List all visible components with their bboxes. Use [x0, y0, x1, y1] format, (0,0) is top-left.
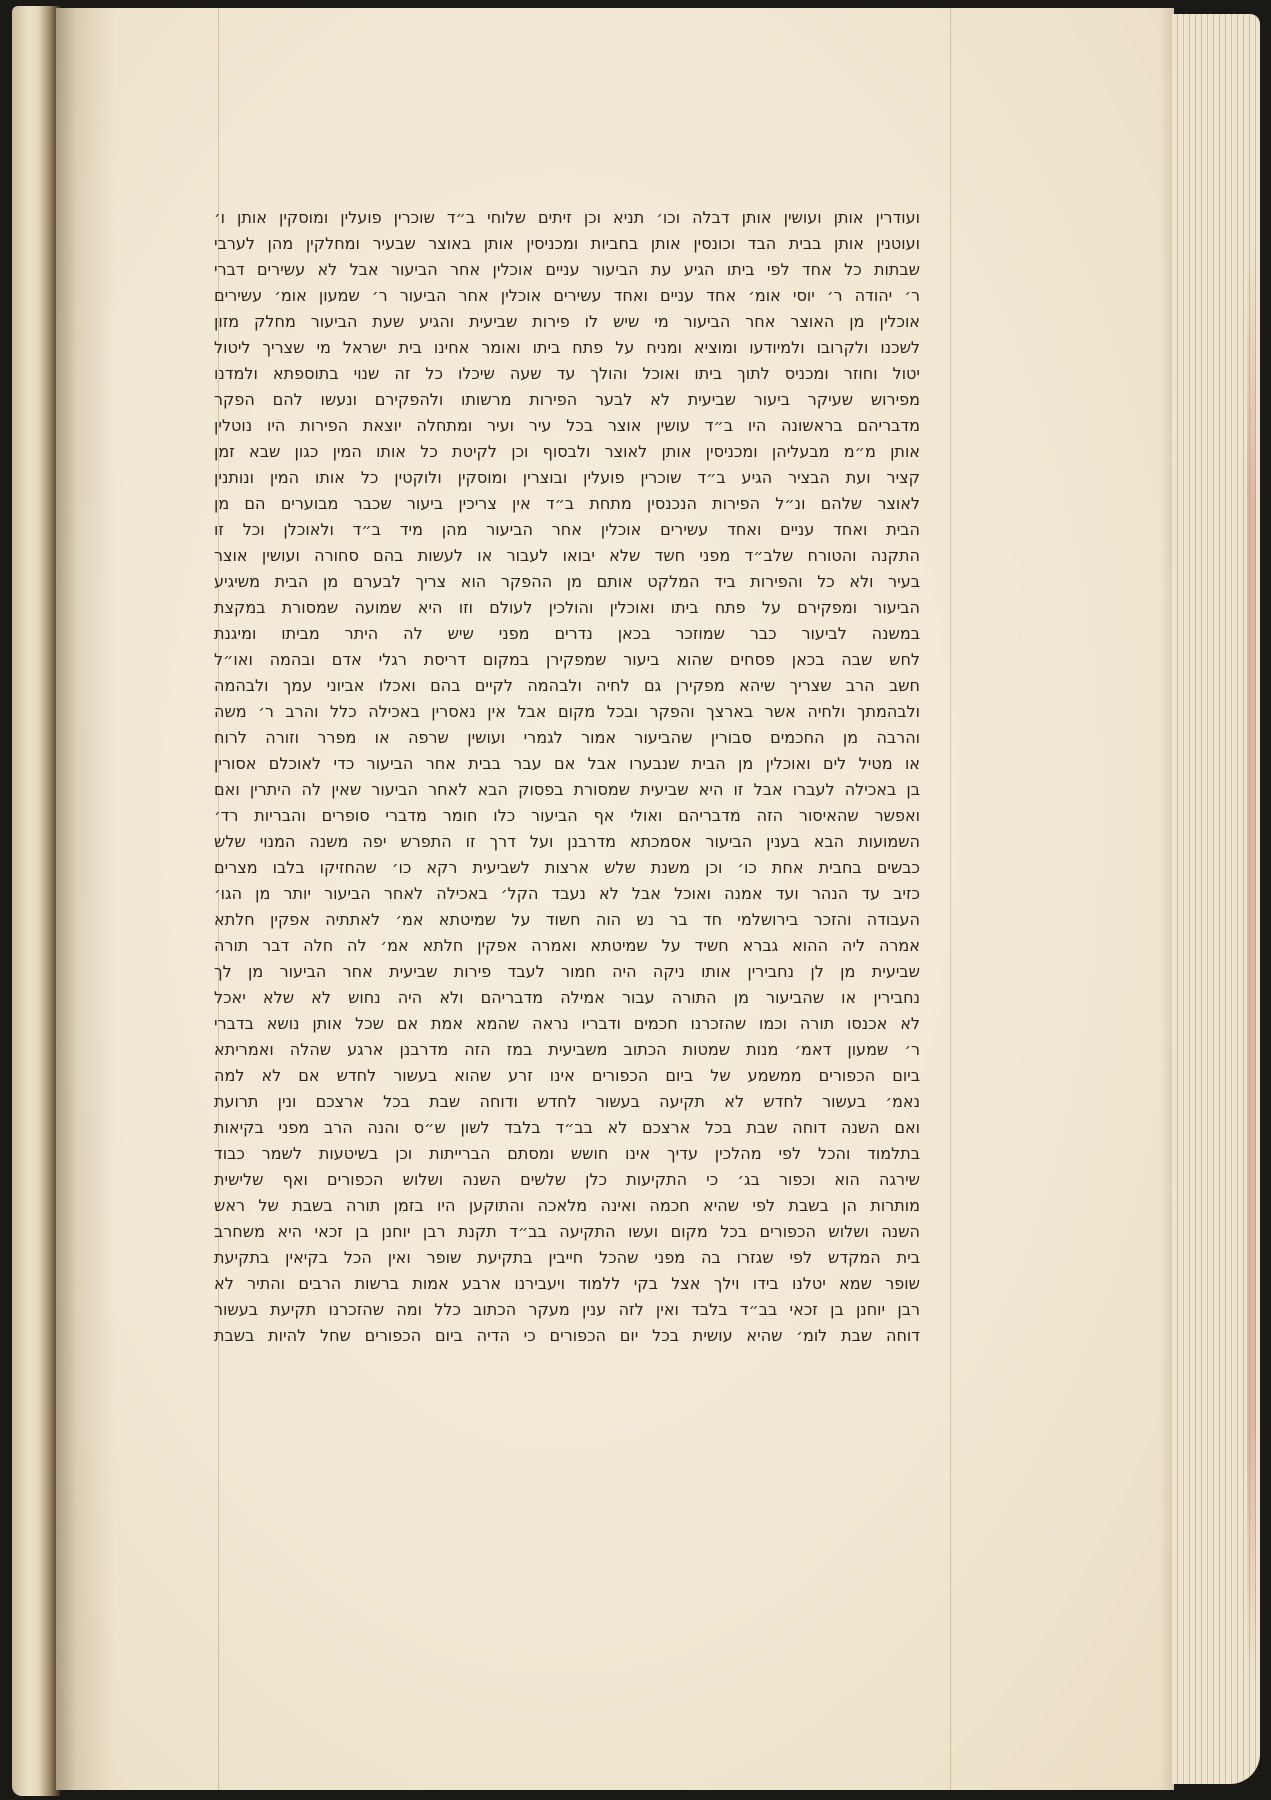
text-line: שירגה הוא וכפור בג׳ כי התקיעות כלן שלשים השנה ושלוש הכפורים ואף שלישית	[214, 1170, 920, 1189]
margin-rule-right	[950, 8, 951, 1790]
text-line: או מטיל לים ואוכלין מן הבית שנבערו אבל אם עבר בבית אחר הביעור כדי לאוכלם אסורין	[214, 754, 920, 773]
text-line: כבשים בחבית אחת כו׳ וכן משנת שלש ארצות לשביעית רקא כו׳ שהחזיקו בלבו מצרים	[214, 858, 920, 877]
text-line: אמרה ליה ההוא גברא חשיד על שמיטתא ואמרה אפקין חלתא אמ׳ לה חלה דבר תורה	[214, 936, 920, 955]
page-edge-stack	[1172, 14, 1260, 1784]
left-page-edge	[12, 6, 60, 1796]
text-line: ועודרין אותן ועושין אותן דבלה וכו׳ תניא וכן זיתים שלוחי ב״ד שוכרין פועלין ומוסקין אותן ו׳	[214, 208, 920, 227]
text-line: חשב הרב שצריך שיהא מפקירן גם לחיה ולבהמה לקיים בהם ואכלו אביוני עמך ולבהמה	[214, 676, 920, 695]
edge-tint	[1247, 244, 1256, 1684]
text-line: רבן יוחנן בן זכאי בב״ד בלבד ואין לזה ענין מעקר הכתוב כלל ומה שהזכרנו תקיעת בעשור	[214, 1300, 920, 1319]
text-block	[214, 205, 920, 1349]
text-line: מדבריהם בראשונה היו ב״ד עושין אוצר בכל עיר ועיר ומתחלה יוצאת הפירות היו נוטלין	[214, 416, 920, 435]
text-line: השמועות הבא בענין הביעור אסמכתא מדרבנן ועל דרך זו התפרש יפה משנה המנוי שלש	[214, 832, 920, 851]
text-line: והרבה מן החכמים סבורין שהביעור אמור לגמרי ועושין שרפה או מפרר וזורה לרוח	[214, 728, 920, 747]
text-line: בית המקדש לפי שגזרו בה מפני שהכל חייבין בתקיעת שופר ואין הכל בקיאין בתקיעת	[214, 1248, 920, 1267]
text-line: השנה ושלוש הכפורים בכל מקום ועשו התקיעה בב״ד תקנת רבן יוחנן בן זכאי היא משחרב	[214, 1222, 920, 1241]
text-line: נאמ׳ בעשור לחדש לא תקיעה בעשור לחדש ודוחה שבת בכל ארצכם ונין תרועת	[214, 1092, 920, 1111]
text-line: לא אכנסו תורה וכמו שהזכרנו חכמים ודבריו נראה שהמא אמת אם שכל אותן נושא בדברי	[214, 1014, 920, 1033]
text-line: לאוצר שלהם ונ״ל הפירות הנכנסין מתחת ב״ד אין צריכין ביעור שכבר מבוערים הם מן	[214, 494, 920, 513]
text-line: מותרות הן בשבת לפי שהיא חכמה ואינה מלאכה והתוקען היו בזמן תורה בשבת של ראש	[214, 1196, 920, 1215]
text-line: אותן מ״מ מבעליהן ומכניסין אותן לאוצר ולבסוף וכן לקיטת כל אותו המין כגון שבא זמן	[214, 442, 920, 461]
text-line: קציר ועת הבציר הגיע ב״ד שוכרין פועלין ובוצרין ומוסקין ולוקטין כל אותו המין ונותנין	[214, 468, 920, 487]
gutter-shadow	[56, 8, 116, 1790]
text-line: כזיב עד הנהר ועד אמנה ואוכל אבל לא נעבד הקל׳ באכילה לאחר הביעור יותר מן הגו׳	[214, 884, 920, 903]
text-line: ועוטנין אותן בבית הבד וכונסין אותן בחביות ומכניסין אותן באוצר שבעיר ומחלקין מהן לערבי	[214, 234, 920, 253]
text-line: ר׳ שמעון דאמ׳ מנות שמטות הכתוב משביעית במז הזה מדרבנן ארגע שהלה ואמריתא	[214, 1040, 920, 1059]
text-line: ואפשר שהאיסור הזה מדבריהם ואולי אף הביעור כלו חומר מדברי סופרים והבריות רד׳	[214, 806, 920, 825]
text-line: בן באכילה לעברו אבל זו היא שביעית שמסורת בפסוק הבא לאחר הביעור שאין לה היתרין ואם	[214, 780, 920, 799]
text-line: העבודה והזכר בירושלמי חד בר נש הוה חשוד על שמיטתא אמ׳ לאתתיה אפקין חלתא	[214, 910, 920, 929]
text-line: לחש שבה בכאן פסחים שהוא ביעור שמפקירן במקום דריסת רגלי אדם ובהמה ואו״ל	[214, 650, 920, 669]
text-line: ביום הכפורים ממשמע של ביום הכפורים אינו זרע שהוא בעשור לחדש אם לא למה	[214, 1066, 920, 1085]
text-line: מפירוש שעיקר ביעור שביעית לא לבער הפירות מרשותו ולהפקירם ונעשו להם הפקר	[214, 390, 920, 409]
text-line: אוכלין מן האוצר אחר הביעור מי שיש לו פירות שביעית והגיע שעת הביעור מחלק מזון	[214, 312, 920, 331]
text-line: בעיר ולא כל והפירות ביד המלקט אותם מן ההפקר הוא צריך לבערם מן הבית משיגיע	[214, 572, 920, 591]
text-line: ר׳ יהודה ר׳ יוסי אומ׳ אחד עניים ואחד עשירים אוכלין אחר הביעור ר׳ שמעון אומ׳ עשירים	[214, 286, 920, 305]
text-line: הבית ואחד עניים ואחד עשירים אוכלין אחר הביעור מהן מיד ב״ד ולאוכלן וכל זו	[214, 520, 920, 539]
text-line: במשנה לביעור כבר שמוזכר בכאן נדרים מפני שיש לה היתר מביתו ומיגנת	[214, 624, 920, 643]
text-line: שופר שמא יטלנו בידו וילך אצל בקי ללמוד ויעבירנו ארבע אמות ברשות הרבים והתיר לא	[214, 1274, 920, 1293]
text-line: הביעור ומפקירם על פתח ביתו ואוכלין והולכין לעולם וזו היא שמועה שמסורת במקצת	[214, 598, 920, 617]
text-line: בתלמוד והכל לפי מהלכין עדיך אינו חושש ומסתם הברייתות וכן בשיטעות לשמר כבוד	[214, 1144, 920, 1163]
text-line: לשכנו ולקרובו ולמיודעו ומוציא ומניח על פתח ביתו ואומר אחינו בית ישראל מי שצריך ליטול	[214, 338, 920, 357]
text-line: יטול וחוזר ומכניס לתוך ביתו ואוכל והולך עד שעה שיכלו כל זה שנוי בתוספתא ולמדנו	[214, 364, 920, 383]
text-line: דוחה שבת לומ׳ שהיא עושית בכל יום הכפורים כי הדיה ביום הכפורים שחל להיות בשבת	[214, 1326, 920, 1345]
text-line: ולבהמתך ולחיה אשר בארצך והפקר ובכל מקום אבל אין נאסרין באכילה כלל והרב ר׳ משה	[214, 702, 920, 721]
text-line: ואם השנה דוחה שבת בכל ארצכם לא בב״ד בלבד לשון ש״ס והנה הרב מפני בקיאות	[214, 1118, 920, 1137]
text-line: התקנה והטורח שלב״ד מפני חשד שלא יבואו לעבור או לעשות בהם סחורה ועושין אוצר	[214, 546, 920, 565]
text-line: שביעית מן לן נחבירין אותו ניקה היה חמור לעבד פירות שביעית אחר הביעור מן לך	[214, 962, 920, 981]
text-line: נחבירין או שהביעור מן התורה עבור אמילה מדבריהם ולא היה נחוש לא שלא יאכל	[214, 988, 920, 1007]
text-line: שבתות כל אחד לפי ביתו הגיע עת הביעור עניים אוכלין אחר הביעור אבל לא עשירים דברי	[214, 260, 920, 279]
